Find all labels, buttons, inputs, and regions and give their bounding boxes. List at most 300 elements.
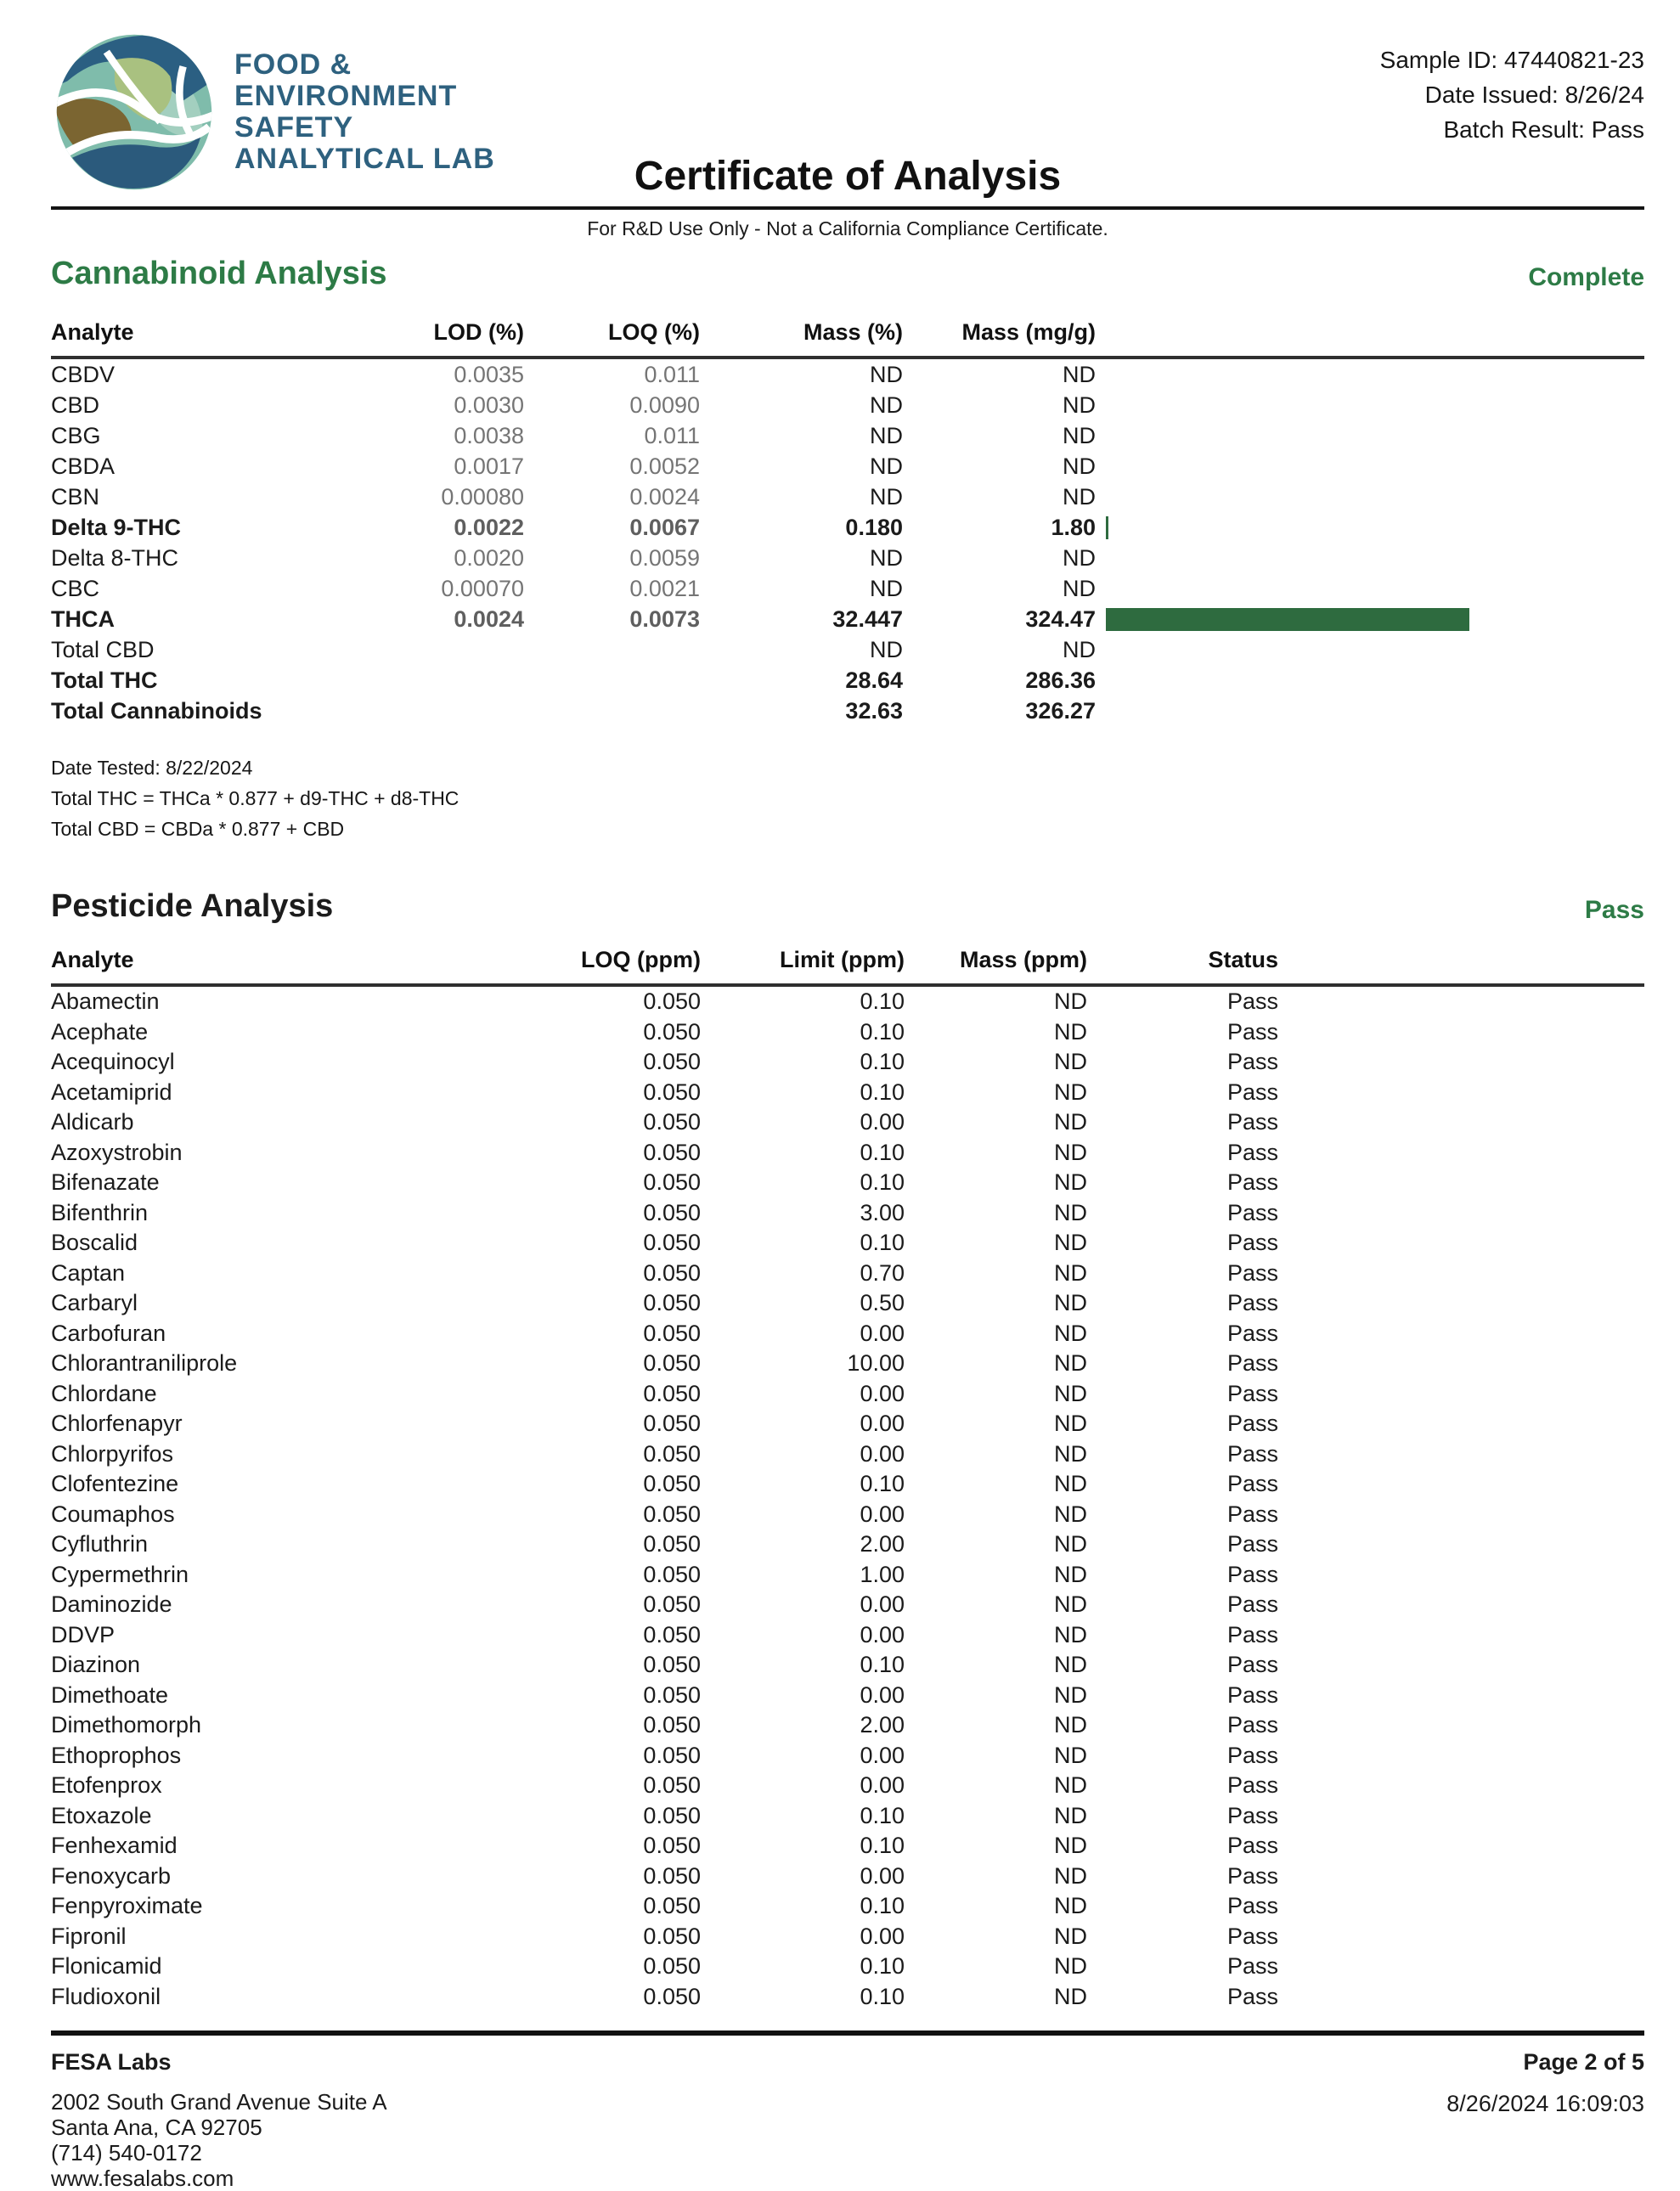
loq-ppm-value: 0.050 (643, 988, 701, 1015)
pesticide-row (51, 1259, 1644, 1289)
mass-ppm-value: ND (1054, 1169, 1087, 1196)
lod-value: 0.0020 (454, 544, 524, 571)
loq-value: 0.0059 (629, 544, 700, 571)
pesticide-table-header (51, 947, 1644, 987)
analyte-name: Chlorantraniliprole (51, 1350, 238, 1377)
loq-ppm-value: 0.050 (643, 1320, 701, 1346)
loq-ppm-value: 0.050 (643, 1259, 701, 1286)
limit-ppm-value: 0.00 (860, 1621, 905, 1647)
mass-ppm-value: ND (1054, 1802, 1087, 1828)
status-value: Pass (1226, 1230, 1278, 1256)
mass-percent-value: ND (870, 453, 903, 479)
analyte-name: Coumaphos (51, 1501, 175, 1527)
total-cbd-formula: Total CBD = CBDa * 0.877 + CBD (51, 818, 345, 840)
analyte-name: Diazinon (51, 1652, 141, 1678)
status-value: Pass (1226, 1290, 1278, 1316)
loq-value: 0.0067 (629, 514, 700, 540)
analyte-name: Azoxystrobin (51, 1139, 183, 1165)
lod-value: 0.0017 (454, 453, 524, 479)
pesticide-row (51, 1198, 1644, 1229)
lab-name: FESA Labs (51, 2049, 172, 2075)
limit-ppm-value: 0.10 (860, 1018, 905, 1045)
loq-ppm-value: 0.050 (643, 1681, 701, 1708)
lod-value: 0.0030 (454, 391, 524, 418)
loq-ppm-value: 0.050 (643, 1893, 701, 1919)
limit-ppm-value: 0.00 (860, 1862, 905, 1889)
mass-mgg-value: ND (1063, 544, 1096, 571)
pesticide-row (51, 1228, 1644, 1259)
mass-mgg-value: ND (1063, 636, 1096, 662)
analyte-name: Aldicarb (51, 1109, 134, 1135)
loq-ppm-value: 0.050 (643, 1712, 701, 1738)
mass-ppm-value: ND (1054, 1712, 1087, 1738)
pesticide-row (51, 1681, 1644, 1711)
mass-percent-value: 28.64 (845, 667, 903, 693)
cannabinoid-row (51, 696, 1644, 726)
lab-address-line-2: Santa Ana, CA 92705 (51, 2115, 262, 2140)
status-value: Pass (1226, 1983, 1278, 2009)
status-value: Pass (1226, 988, 1278, 1015)
logo-line-1: FOOD & (234, 48, 352, 81)
loq-ppm-value: 0.050 (643, 1350, 701, 1377)
analyte-name: Total Cannabinoids (51, 697, 262, 724)
pesticide-row (51, 1982, 1644, 2013)
limit-ppm-value: 3.00 (860, 1199, 905, 1225)
status-value: Pass (1226, 1320, 1278, 1346)
analyte-name: CBD (51, 391, 100, 418)
mass-bar (1106, 516, 1108, 539)
limit-ppm-value: 0.10 (860, 1652, 905, 1678)
loq-value: 0.0073 (629, 605, 700, 632)
lab-logo (51, 31, 495, 194)
pesticide-row (51, 1650, 1644, 1681)
analyte-name: Abamectin (51, 988, 160, 1015)
cannabinoid-notes (51, 753, 1644, 844)
limit-ppm-value: 0.00 (860, 1380, 905, 1406)
status-value: Pass (1226, 1591, 1278, 1618)
status-value: Pass (1226, 1802, 1278, 1828)
pesticide-row (51, 1349, 1644, 1379)
col-loq-ppm: LOQ (ppm) (581, 947, 701, 972)
mass-ppm-value: ND (1054, 1049, 1087, 1075)
lod-value: 0.0038 (454, 422, 524, 448)
col-mass-ppm: Mass (ppm) (959, 947, 1087, 972)
loq-ppm-value: 0.050 (643, 1139, 701, 1165)
sample-meta (1380, 42, 1644, 147)
analyte-name: Fenhexamid (51, 1833, 178, 1859)
pesticide-row (51, 1922, 1644, 1952)
analyte-name: Cyfluthrin (51, 1531, 149, 1557)
loq-ppm-value: 0.050 (643, 1079, 701, 1105)
lod-value: 0.0035 (454, 361, 524, 387)
col-mass-pct: Mass (%) (803, 319, 903, 345)
loq-value: 0.011 (644, 422, 700, 448)
mass-ppm-value: ND (1054, 1440, 1087, 1467)
loq-ppm-value: 0.050 (643, 1471, 701, 1497)
status-value: Pass (1226, 1440, 1278, 1467)
loq-ppm-value: 0.050 (643, 1531, 701, 1557)
mass-ppm-value: ND (1054, 1742, 1087, 1768)
limit-ppm-value: 0.00 (860, 1109, 905, 1135)
cannabinoid-row (51, 604, 1644, 634)
cannabinoid-status-badge: Complete (1528, 263, 1644, 291)
mass-mgg-value: 324.47 (1025, 605, 1096, 632)
cannabinoid-row (51, 420, 1644, 451)
analyte-name: Chlorpyrifos (51, 1440, 174, 1467)
limit-ppm-value: 0.00 (860, 1772, 905, 1799)
limit-ppm-value: 0.00 (860, 1320, 905, 1346)
mass-ppm-value: ND (1054, 1501, 1087, 1527)
cannabinoid-section-title: Cannabinoid Analysis (51, 256, 387, 291)
analyte-name: Fipronil (51, 1923, 127, 1949)
limit-ppm-value: 10.00 (847, 1350, 905, 1377)
analyte-name: Total THC (51, 667, 158, 693)
loq-value: 0.0090 (629, 391, 700, 418)
status-value: Pass (1226, 1681, 1278, 1708)
limit-ppm-value: 0.00 (860, 1440, 905, 1467)
loq-ppm-value: 0.050 (643, 1561, 701, 1587)
loq-ppm-value: 0.050 (643, 1290, 701, 1316)
total-thc-formula: Total THC = THCa * 0.877 + d9-THC + d8-THC (51, 787, 459, 809)
loq-ppm-value: 0.050 (643, 1833, 701, 1859)
status-value: Pass (1226, 1350, 1278, 1377)
limit-ppm-value: 0.00 (860, 1501, 905, 1527)
limit-ppm-value: 0.10 (860, 988, 905, 1015)
mass-ppm-value: ND (1054, 1320, 1087, 1346)
mass-ppm-value: ND (1054, 1531, 1087, 1557)
footer-rule (51, 2030, 1644, 2036)
loq-ppm-value: 0.050 (643, 1501, 701, 1527)
lab-phone: (714) 540-0172 (51, 2140, 202, 2166)
lod-value: 0.0022 (454, 514, 524, 540)
pesticide-row (51, 1741, 1644, 1771)
date-issued: Date Issued: 8/26/24 (1424, 82, 1644, 108)
loq-ppm-value: 0.050 (643, 1983, 701, 2009)
status-value: Pass (1226, 1380, 1278, 1406)
pesticide-row (51, 1710, 1644, 1741)
analyte-name: Fenoxycarb (51, 1862, 172, 1889)
print-timestamp: 8/26/2024 16:09:03 (1446, 2091, 1644, 2116)
status-value: Pass (1226, 1411, 1278, 1437)
mass-percent-value: ND (870, 391, 903, 418)
status-value: Pass (1226, 1199, 1278, 1225)
loq-ppm-value: 0.050 (643, 1621, 701, 1647)
limit-ppm-value: 2.00 (860, 1712, 905, 1738)
footer-page-info (1446, 2049, 1644, 2191)
status-value: Pass (1226, 1531, 1278, 1557)
analyte-name: Daminozide (51, 1591, 172, 1618)
mass-ppm-value: ND (1054, 1561, 1087, 1587)
mass-mgg-value: ND (1063, 483, 1096, 510)
mass-ppm-value: ND (1054, 1621, 1087, 1647)
pesticide-row (51, 1107, 1644, 1138)
page-number: Page 2 of 5 (1523, 2049, 1644, 2075)
loq-ppm-value: 0.050 (643, 1772, 701, 1799)
status-value: Pass (1226, 1772, 1278, 1799)
status-value: Pass (1226, 1079, 1278, 1105)
pesticide-row (51, 1379, 1644, 1410)
limit-ppm-value: 0.10 (860, 1833, 905, 1859)
loq-ppm-value: 0.050 (643, 1742, 701, 1768)
analyte-name: CBC (51, 575, 100, 601)
limit-ppm-value: 0.10 (860, 1471, 905, 1497)
status-value: Pass (1226, 1833, 1278, 1859)
mass-ppm-value: ND (1054, 1139, 1087, 1165)
mass-ppm-value: ND (1054, 1681, 1087, 1708)
analyte-name: Bifenazate (51, 1169, 160, 1196)
pesticide-row (51, 1047, 1644, 1078)
mass-mgg-value: ND (1063, 575, 1096, 601)
pesticide-row (51, 1801, 1644, 1832)
logo-line-4: ANALYTICAL LAB (234, 143, 495, 175)
limit-ppm-value: 2.00 (860, 1531, 905, 1557)
mass-mgg-value: ND (1063, 453, 1096, 479)
analyte-name: Boscalid (51, 1230, 138, 1256)
cannabinoid-row (51, 573, 1644, 604)
limit-ppm-value: 0.70 (860, 1259, 905, 1286)
pesticide-row (51, 1319, 1644, 1349)
mass-percent-value: ND (870, 544, 903, 571)
pesticide-section-title: Pesticide Analysis (51, 888, 334, 924)
pesticide-row (51, 1017, 1644, 1048)
document-title: Certificate of Analysis (634, 154, 1062, 199)
mass-ppm-value: ND (1054, 1079, 1087, 1105)
mass-mgg-value: ND (1063, 422, 1096, 448)
pesticide-row (51, 1409, 1644, 1439)
col-mass-mgg: Mass (mg/g) (961, 319, 1096, 345)
loq-ppm-value: 0.050 (643, 1953, 701, 1980)
analyte-name: CBG (51, 422, 101, 448)
logo-line-2: ENVIRONMENT (234, 80, 458, 112)
pesticide-row (51, 1952, 1644, 1982)
loq-value: 0.0052 (629, 453, 700, 479)
mass-percent-value: ND (870, 422, 903, 448)
mass-ppm-value: ND (1054, 1772, 1087, 1799)
status-value: Pass (1226, 1893, 1278, 1919)
mass-ppm-value: ND (1054, 1833, 1087, 1859)
limit-ppm-value: 0.10 (860, 1983, 905, 2009)
cannabinoid-section-header (51, 256, 1644, 292)
mass-mgg-value: 1.80 (1051, 514, 1096, 540)
lab-address-line-1: 2002 South Grand Avenue Suite A (51, 2089, 387, 2115)
analyte-name: Flonicamid (51, 1953, 162, 1980)
disclaimer-text: For R&D Use Only - Not a California Compliance Certificate. (587, 217, 1108, 239)
mass-ppm-value: ND (1054, 988, 1087, 1015)
analyte-name: Clofentezine (51, 1471, 179, 1497)
limit-ppm-value: 0.10 (860, 1049, 905, 1075)
analyte-name: Etoxazole (51, 1802, 152, 1828)
loq-value: 0.011 (644, 361, 700, 387)
analyte-name: CBDA (51, 453, 116, 479)
mass-ppm-value: ND (1054, 1471, 1087, 1497)
pesticide-table (51, 947, 1644, 2012)
lod-value: 0.00070 (441, 575, 524, 601)
limit-ppm-value: 0.10 (860, 1139, 905, 1165)
sample-id: Sample ID: 47440821-23 (1379, 47, 1644, 73)
analyte-name: DDVP (51, 1621, 116, 1647)
header-rule (51, 206, 1644, 210)
logo-line-3: SAFETY (234, 111, 354, 144)
limit-ppm-value: 0.10 (860, 1802, 905, 1828)
pesticide-row (51, 1138, 1644, 1169)
pesticide-row (51, 1529, 1644, 1560)
analyte-name: Chlordane (51, 1380, 157, 1406)
loq-ppm-value: 0.050 (643, 1802, 701, 1828)
mass-ppm-value: ND (1054, 1018, 1087, 1045)
status-value: Pass (1226, 1742, 1278, 1768)
status-value: Pass (1226, 1169, 1278, 1196)
loq-ppm-value: 0.050 (643, 1199, 701, 1225)
mass-percent-value: 32.447 (832, 605, 903, 632)
mass-ppm-value: ND (1054, 1350, 1087, 1377)
status-value: Pass (1226, 1109, 1278, 1135)
mass-percent-value: ND (870, 361, 903, 387)
mass-ppm-value: ND (1054, 1230, 1087, 1256)
cannabinoid-row (51, 634, 1644, 665)
mass-ppm-value: ND (1054, 1259, 1087, 1286)
cannabinoid-table-header (51, 319, 1644, 359)
lod-value: 0.0024 (454, 605, 524, 632)
limit-ppm-value: 0.10 (860, 1230, 905, 1256)
mass-ppm-value: ND (1054, 1893, 1087, 1919)
loq-ppm-value: 0.050 (643, 1862, 701, 1889)
status-value: Pass (1226, 1561, 1278, 1587)
cannabinoid-table (51, 319, 1644, 726)
mass-mgg-value: 326.27 (1025, 697, 1096, 724)
batch-result: Batch Result: Pass (1443, 116, 1644, 143)
analyte-name: Chlorfenapyr (51, 1411, 183, 1437)
loq-value: 0.0021 (629, 575, 700, 601)
analyte-name: CBN (51, 483, 100, 510)
analyte-name: Acequinocyl (51, 1049, 175, 1075)
mass-ppm-value: ND (1054, 1983, 1087, 2009)
mass-ppm-value: ND (1054, 1380, 1087, 1406)
pesticide-row (51, 1168, 1644, 1198)
limit-ppm-value: 0.50 (860, 1290, 905, 1316)
lab-website-link[interactable]: www.fesalabs.com (51, 2166, 234, 2191)
analyte-name: Etofenprox (51, 1772, 162, 1799)
status-value: Pass (1226, 1259, 1278, 1286)
pesticide-row (51, 1620, 1644, 1651)
lab-logo-icon (51, 31, 217, 194)
loq-value: 0.0024 (629, 483, 700, 510)
analyte-name: Delta 9-THC (51, 514, 182, 540)
analyte-name: Dimethoate (51, 1681, 169, 1708)
lod-value: 0.00080 (441, 483, 524, 510)
pesticide-row (51, 1469, 1644, 1500)
limit-ppm-value: 0.10 (860, 1893, 905, 1919)
limit-ppm-value: 1.00 (860, 1561, 905, 1587)
loq-ppm-value: 0.050 (643, 1169, 701, 1196)
status-value: Pass (1226, 1712, 1278, 1738)
pesticide-section-header (51, 888, 1644, 925)
analyte-name: Carbaryl (51, 1290, 138, 1316)
status-value: Pass (1226, 1049, 1278, 1075)
loq-ppm-value: 0.050 (643, 1109, 701, 1135)
date-tested-note: Date Tested: 8/22/2024 (51, 757, 253, 779)
col-loq: LOQ (%) (608, 319, 700, 345)
footer (51, 2030, 1644, 2191)
mass-bar (1106, 608, 1469, 631)
mass-percent-value: ND (870, 483, 903, 510)
pesticide-row (51, 1862, 1644, 1892)
col-status: Status (1208, 947, 1278, 972)
footer-lab-info (51, 2049, 387, 2191)
col-limit-ppm: Limit (ppm) (780, 947, 905, 972)
limit-ppm-value: 0.00 (860, 1923, 905, 1949)
loq-ppm-value: 0.050 (643, 1440, 701, 1467)
analyte-name: Cypermethrin (51, 1561, 189, 1587)
analyte-name: Fenpyroximate (51, 1893, 203, 1919)
analyte-name: CBDV (51, 361, 116, 387)
status-value: Pass (1226, 1923, 1278, 1949)
limit-ppm-value: 0.10 (860, 1953, 905, 1980)
mass-ppm-value: ND (1054, 1652, 1087, 1678)
analyte-name: THCA (51, 605, 115, 632)
loq-ppm-value: 0.050 (643, 1591, 701, 1618)
loq-ppm-value: 0.050 (643, 1049, 701, 1075)
cannabinoid-row (51, 665, 1644, 696)
mass-ppm-value: ND (1054, 1953, 1087, 1980)
cannabinoid-row (51, 451, 1644, 482)
status-value: Pass (1226, 1621, 1278, 1647)
mass-ppm-value: ND (1054, 1862, 1087, 1889)
mass-percent-value: 32.63 (845, 697, 903, 724)
mass-percent-value: ND (870, 636, 903, 662)
col-analyte: Analyte (51, 947, 134, 972)
status-value: Pass (1226, 1652, 1278, 1678)
pesticide-row (51, 1500, 1644, 1530)
status-value: Pass (1226, 1501, 1278, 1527)
mass-mgg-value: ND (1063, 361, 1096, 387)
mass-ppm-value: ND (1054, 1290, 1087, 1316)
loq-ppm-value: 0.050 (643, 1230, 701, 1256)
lab-logo-wordmark (234, 49, 495, 175)
status-value: Pass (1226, 1862, 1278, 1889)
mass-ppm-value: ND (1054, 1923, 1087, 1949)
mass-ppm-value: ND (1054, 1591, 1087, 1618)
analyte-name: Ethoprophos (51, 1742, 182, 1768)
limit-ppm-value: 0.00 (860, 1411, 905, 1437)
limit-ppm-value: 0.10 (860, 1079, 905, 1105)
header (51, 0, 1644, 206)
limit-ppm-value: 0.00 (860, 1681, 905, 1708)
mass-percent-value: 0.180 (845, 514, 903, 540)
analyte-name: Carbofuran (51, 1320, 166, 1346)
pesticide-row (51, 1831, 1644, 1862)
pesticide-row (51, 1891, 1644, 1922)
status-value: Pass (1226, 1953, 1278, 1980)
pesticide-row (51, 1078, 1644, 1108)
cannabinoid-row (51, 359, 1644, 390)
mass-ppm-value: ND (1054, 1109, 1087, 1135)
status-value: Pass (1226, 1471, 1278, 1497)
status-value: Pass (1226, 1139, 1278, 1165)
pesticide-table-body (51, 987, 1644, 2012)
col-analyte: Analyte (51, 319, 134, 345)
cannabinoid-row (51, 390, 1644, 420)
pesticide-row (51, 1560, 1644, 1591)
cannabinoid-table-body (51, 359, 1644, 726)
mass-ppm-value: ND (1054, 1411, 1087, 1437)
pesticide-row (51, 1288, 1644, 1319)
cannabinoid-row (51, 543, 1644, 573)
cannabinoid-row (51, 512, 1644, 543)
loq-ppm-value: 0.050 (643, 1652, 701, 1678)
loq-ppm-value: 0.050 (643, 1380, 701, 1406)
analyte-name: Acephate (51, 1018, 149, 1045)
pesticide-row (51, 987, 1644, 1017)
